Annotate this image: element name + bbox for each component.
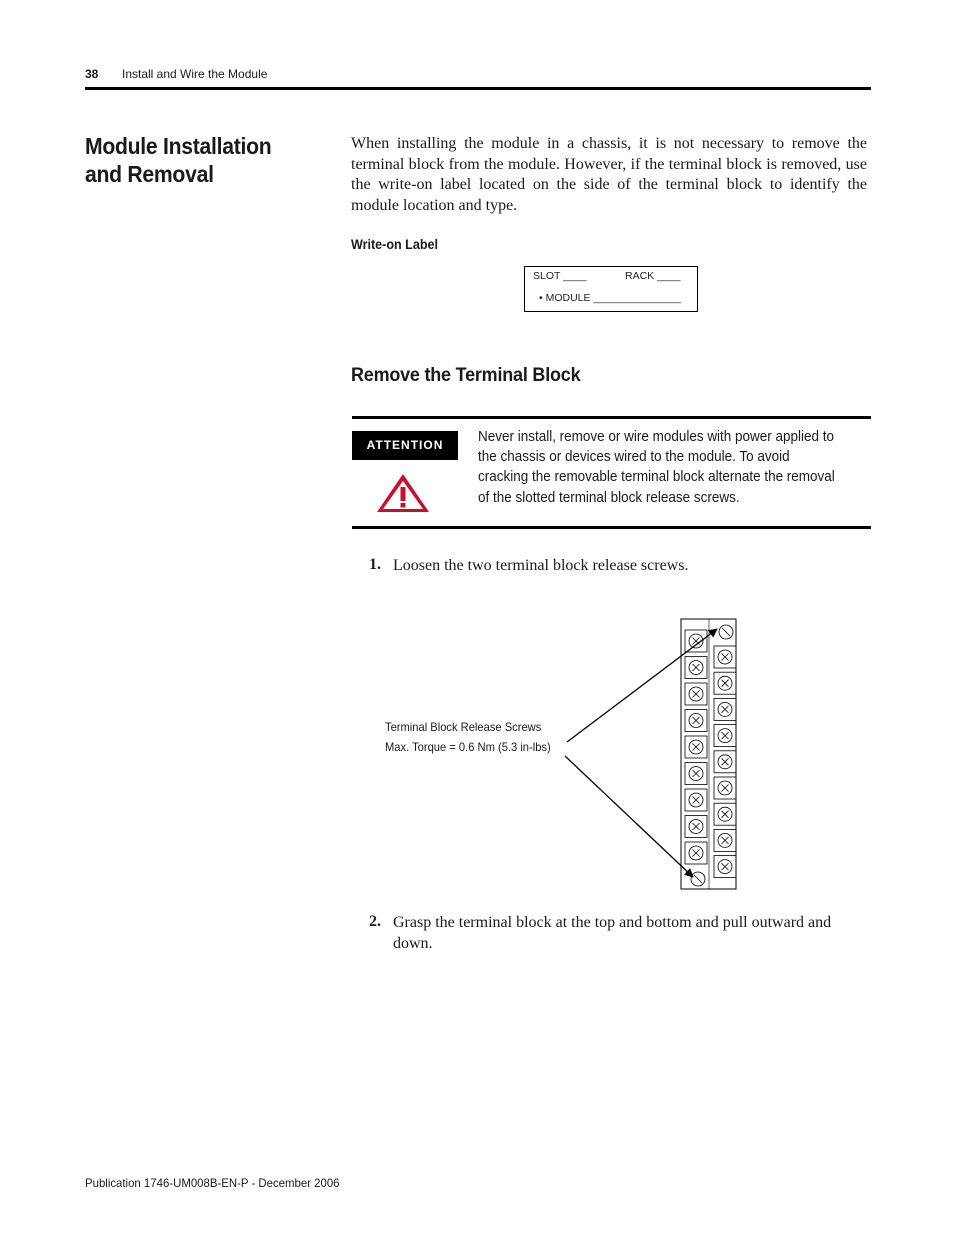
left-terminal-screw xyxy=(685,630,707,652)
left-terminal-screw xyxy=(685,710,707,732)
right-terminal-screw xyxy=(714,751,736,773)
terminal-screws xyxy=(685,625,736,886)
write-on-label-box xyxy=(524,266,698,312)
header-rule xyxy=(85,87,871,90)
left-terminal-screw xyxy=(685,657,707,679)
figure-caption: Write-on Label xyxy=(351,237,438,252)
left-terminal-screw xyxy=(685,763,707,785)
label-slot-field: SLOT ____ xyxy=(533,270,587,282)
right-terminal-screw xyxy=(714,698,736,720)
right-terminal-screw xyxy=(714,646,736,668)
warning-triangle-icon xyxy=(375,472,431,514)
bottom-release-screw xyxy=(691,872,705,886)
left-terminal-screw xyxy=(685,789,707,811)
attention-badge: ATTENTION xyxy=(352,431,458,460)
right-terminal-screw xyxy=(714,777,736,799)
label-module-field: • MODULE _______________ xyxy=(539,292,682,304)
intro-paragraph: When installing the module in a chassis, it is not necessary to remove the terminal block from the module. However, if the terminal block is removed, use the write-on label located on the side of the terminal block to identify the module location and type. xyxy=(351,135,867,214)
step-2-number: 2. xyxy=(369,913,381,930)
callout-arrow-bottom xyxy=(565,756,693,877)
left-terminal-screw xyxy=(685,842,707,864)
left-terminal-screw xyxy=(685,816,707,838)
attention-bottom-rule xyxy=(352,526,871,529)
right-terminal-screw xyxy=(714,672,736,694)
label-rack-field: RACK ____ xyxy=(625,270,681,282)
subsection-title: Remove the Terminal Block xyxy=(351,364,581,386)
header-title: Install and Wire the Module xyxy=(122,67,268,81)
step-2-text: Grasp the terminal block at the top and bottom and pull outward and down. xyxy=(393,914,832,952)
left-terminal-screw xyxy=(685,736,707,758)
attention-message: Never install, remove or wire modules with power applied to the chassis or devices wired to the module. To avoid cracking the removable terminal block alternate the removal of the slotted terminal block release screws. xyxy=(478,429,835,506)
step-1-number: 1. xyxy=(369,556,381,573)
step-1-text: Loosen the two terminal block release screws. xyxy=(393,557,689,574)
attention-top-rule xyxy=(352,416,871,419)
right-terminal-screw xyxy=(714,856,736,878)
left-terminal-screw xyxy=(685,683,707,705)
right-terminal-screw xyxy=(714,803,736,825)
section-title: Module Installation and Removal xyxy=(85,133,272,187)
callout-max-torque: Max. Torque = 0.6 Nm (5.3 in-lbs) xyxy=(385,740,551,754)
top-release-screw xyxy=(719,625,733,639)
right-terminal-screw xyxy=(714,725,736,747)
callout-release-screws: Terminal Block Release Screws xyxy=(385,720,542,734)
right-terminal-screw xyxy=(714,829,736,851)
footer-publication: Publication 1746-UM008B-EN-P - December 2006 xyxy=(85,1176,340,1190)
page-number: 38 xyxy=(85,67,99,81)
terminal-block-diagram xyxy=(560,615,745,895)
